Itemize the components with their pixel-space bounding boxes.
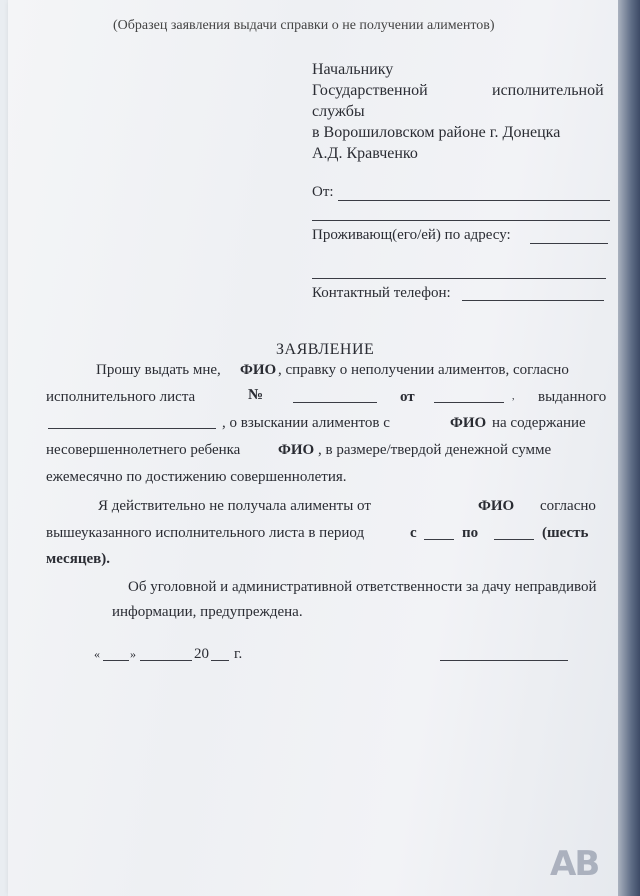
signature-blank	[440, 660, 568, 661]
p3-line2: информации, предупреждена.	[112, 604, 303, 620]
document-title: ЗАЯВЛЕНИЕ	[276, 341, 375, 358]
p2-line1-a: Я действительно не получала алименты от	[98, 498, 371, 514]
addressee-line-2-right: исполнительной	[492, 82, 604, 99]
p1-line2-number-sign: №	[248, 387, 264, 403]
p1-line3-c: на содержание	[492, 415, 586, 431]
watermark-logo: AB	[550, 844, 599, 884]
addressee-line-2-left: Государственной	[312, 82, 428, 99]
p2-line2-end-blank	[494, 539, 534, 540]
date-quote-open: «	[94, 647, 100, 661]
date-year-prefix: 20	[194, 646, 209, 662]
p1-line3-a: , о взыскании алиментов с	[222, 415, 390, 431]
addressee-line-1: Начальнику	[312, 61, 394, 78]
from-label: От:	[312, 184, 334, 200]
p1-line1-fio: ФИО	[240, 362, 277, 378]
p1-line4-fio: ФИО	[278, 442, 315, 458]
date-day-blank	[103, 660, 129, 661]
date-year-blank	[211, 660, 229, 661]
addressee-line-5: А.Д. Кравченко	[312, 145, 418, 162]
from-blank-line	[338, 200, 610, 201]
p2-line2-s: с	[410, 525, 417, 541]
p1-line3-fio: ФИО	[450, 415, 487, 431]
p2-line1-fio: ФИО	[478, 498, 515, 514]
p2-line2-six: (шесть	[542, 525, 589, 541]
p1-line4-a: несовершеннолетнего ребенка	[46, 442, 241, 458]
p2-line3: месяцев).	[46, 551, 110, 567]
phone-label: Контактный телефон:	[312, 285, 451, 301]
p2-line2-a: вышеуказанного исполнительного листа в период	[46, 525, 365, 541]
p1-line2-a: исполнительного листа	[46, 389, 196, 405]
date-month-blank	[140, 660, 192, 661]
p1-line2-number-blank	[293, 402, 377, 403]
p1-line2-issued: выданного	[538, 389, 607, 405]
phone-blank-line	[462, 300, 604, 301]
address-blank-line-2	[312, 278, 606, 279]
address-label: Проживающ(его/ей) по адресу:	[312, 227, 511, 243]
p1-line2-comma: ,	[512, 391, 515, 402]
p1-line4-c: , в размере/твердой денежной сумме	[318, 442, 552, 458]
document-sheet	[8, 0, 618, 896]
p1-line2-from: от	[400, 389, 415, 405]
p2-line1-c: согласно	[540, 498, 596, 514]
p1-line2-date-blank	[434, 402, 504, 403]
p1-line3-issuer-blank	[48, 428, 216, 429]
from-blank-line-2	[312, 220, 610, 221]
page-edge-binding	[618, 0, 640, 896]
addressee-line-4: в Ворошиловском районе г. Донецка	[312, 124, 561, 141]
p1-line1-c: , справку о неполучении алиментов, согласно	[278, 362, 569, 378]
date-quote-close: »	[130, 647, 136, 661]
p2-line2-start-blank	[424, 539, 454, 540]
address-blank-line	[530, 243, 608, 244]
p2-line2-po: по	[462, 525, 479, 541]
p1-line1-a: Прошу выдать мне,	[96, 362, 221, 378]
sample-caption: (Образец заявления выдачи справки о не получении алиментов)	[113, 18, 495, 33]
p1-line5: ежемесячно по достижению совершеннолетия.	[46, 469, 347, 485]
date-year-suffix: г.	[234, 646, 243, 662]
p3-line1: Об уголовной и административной ответственности за дачу неправдивой	[128, 579, 597, 595]
addressee-line-3: службы	[312, 103, 365, 120]
